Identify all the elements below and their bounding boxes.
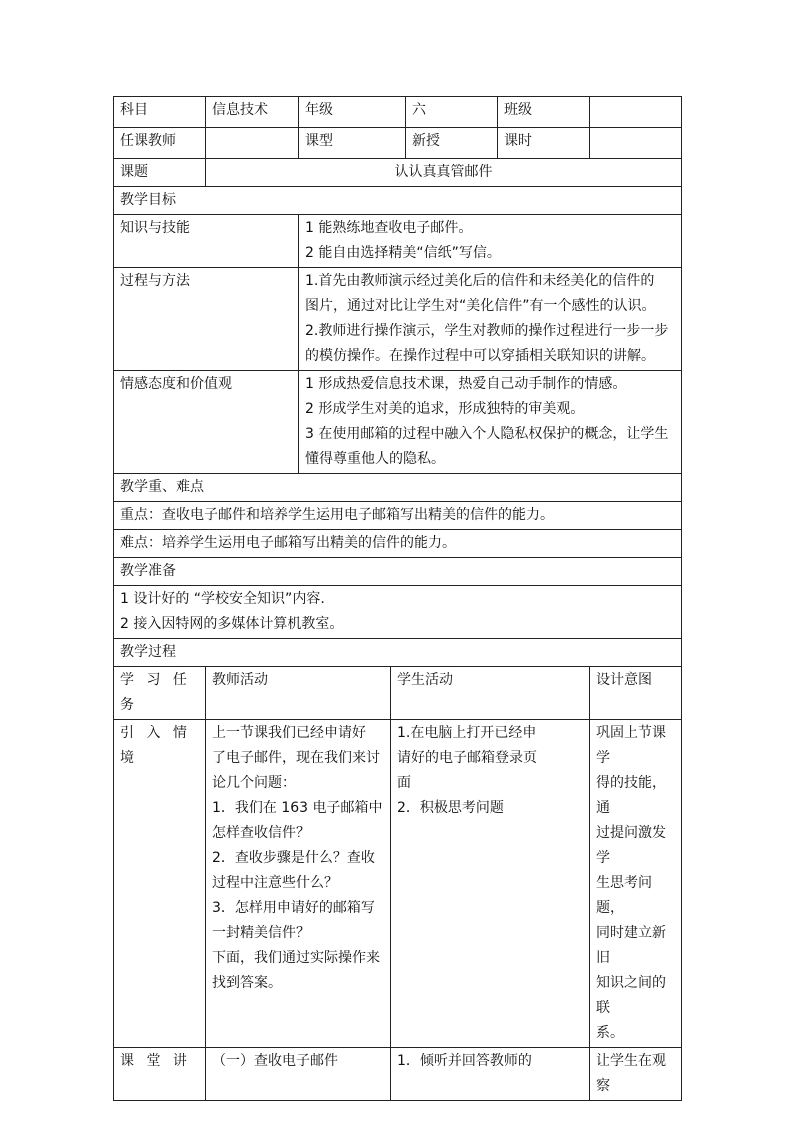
teacher-activity-line: 上一节课我们已经申请好 — [212, 725, 366, 741]
process-method-line: 1.首先由教师演示经过美化后的信件和未经美化的信件的 — [305, 273, 655, 289]
teacher-activity-line: 一封精美信件？ — [212, 925, 310, 941]
emotion-label: 情感态度和价值观 — [114, 371, 299, 474]
column-header-intent: 设计意图 — [590, 667, 682, 720]
column-header-teacher: 教师活动 — [206, 667, 391, 720]
knowledge-content — [299, 215, 682, 268]
student-activity-line: 1.在电脑上打开已经申 — [397, 725, 537, 741]
design-intent-line: 巩固上节课学 — [596, 725, 666, 766]
student-activity-line: 请好的电子邮箱登录页 — [397, 750, 537, 766]
emotion-line: 懂得尊重他人的隐私。 — [305, 451, 445, 467]
knowledge-label: 知识与技能 — [114, 215, 299, 268]
process-heading: 教学过程 — [114, 639, 682, 667]
teacher-activity-line: 下面，我们通过实际操作来 — [212, 950, 380, 966]
emotion-row — [114, 371, 682, 474]
objectives-heading: 教学目标 — [114, 187, 682, 215]
preparation-heading: 教学准备 — [114, 558, 682, 586]
header-row-1 — [114, 97, 682, 128]
preparation-line: 2 接入因特网的多媒体计算机教室。 — [120, 616, 344, 632]
process-method-line: 的模仿操作。在操作过程中可以穿插相关联知识的讲解。 — [305, 348, 655, 364]
intro-student-activity — [391, 720, 590, 1048]
design-intent-line: 同时建立新旧 — [596, 925, 666, 966]
lecture-student-activity — [391, 1048, 590, 1101]
process-row-lecture — [114, 1048, 682, 1101]
key-point-row — [114, 502, 682, 530]
lesson-plan-page — [113, 96, 681, 1101]
column-header-student: 学生活动 — [391, 667, 590, 720]
lesson-plan-table — [113, 96, 682, 1101]
knowledge-line: 1 能熟练地查收电子邮件。 — [305, 220, 473, 236]
teacher-label: 任课教师 — [114, 128, 206, 159]
process-heading-row — [114, 639, 682, 667]
difficult-point-text: 难点：培养学生运用电子邮箱写出精美的信件的能力。 — [114, 530, 682, 558]
period-value — [590, 128, 682, 159]
process-method-line: 2.教师进行操作演示，学生对教师的操作过程进行一步一步 — [305, 323, 669, 339]
design-intent-line: 系。 — [596, 1025, 624, 1041]
header-row-2 — [114, 128, 682, 159]
period-label: 课时 — [498, 128, 590, 159]
design-intent-line: 生思考问题， — [596, 875, 652, 916]
teacher-activity-line: 找到答案。 — [212, 975, 282, 991]
topic-row — [114, 159, 682, 187]
teacher-activity-line: 过程中注意些什么？ — [212, 875, 338, 891]
knowledge-line: 2 能自由选择精美“信纸”写信。 — [305, 245, 501, 261]
preparation-heading-row — [114, 558, 682, 586]
process-method-line: 图片，通过对比让学生对“美化信件”有一个感性的认识。 — [305, 298, 656, 314]
topic-value: 认认真真管邮件 — [206, 159, 682, 187]
key-points-heading: 教学重、难点 — [114, 474, 682, 502]
preparation-line: 1 设计好的 “学校安全知识”内容. — [120, 591, 325, 607]
process-method-content — [299, 268, 682, 371]
key-point-text: 重点：查收电子邮件和培养学生运用电子邮箱写出精美的信件的能力。 — [114, 502, 682, 530]
emotion-line: 1 形成热爱信息技术课，热爱自己动手制作的情感。 — [305, 376, 627, 392]
intro-design-intent — [590, 720, 682, 1048]
intro-task: 引 入 情 境 — [114, 720, 206, 1048]
student-activity-line: 2．积极思考问题 — [397, 800, 504, 816]
teacher-activity-line: 1．我们在 163 电子邮箱中 — [212, 800, 383, 816]
emotion-line: 3 在使用邮箱的过程中融入个人隐私权保护的概念，让学生 — [305, 426, 669, 442]
teacher-activity-line: 怎样查收信件？ — [212, 825, 310, 841]
design-intent-line: 得的技能，通 — [596, 775, 666, 816]
column-header-task: 学 习 任 务 — [114, 667, 206, 720]
process-row-intro — [114, 720, 682, 1048]
emotion-line: 2 形成学生对美的追求，形成独特的审美观。 — [305, 401, 585, 417]
preparation-content — [114, 586, 682, 639]
teacher-activity-line: （一）查收电子邮件 — [212, 1053, 338, 1069]
lecture-design-intent — [590, 1048, 682, 1101]
student-activity-line: 1．倾听并回答教师的 — [397, 1053, 532, 1069]
topic-label: 课题 — [114, 159, 206, 187]
objectives-heading-row — [114, 187, 682, 215]
class-value — [590, 97, 682, 128]
class-label: 班级 — [498, 97, 590, 128]
difficult-point-row — [114, 530, 682, 558]
student-activity-line: 面 — [397, 775, 411, 791]
emotion-content — [299, 371, 682, 474]
teacher-activity-line: 3．怎样用申请好的邮箱写 — [212, 900, 375, 916]
process-method-label: 过程与方法 — [114, 268, 299, 371]
teacher-activity-line: 论几个问题： — [212, 775, 296, 791]
preparation-row — [114, 586, 682, 639]
lecture-task: 课 堂 讲 — [114, 1048, 206, 1101]
knowledge-row — [114, 215, 682, 268]
subject-value: 信息技术 — [206, 97, 299, 128]
design-intent-line: 过提问激发学 — [596, 825, 666, 866]
teacher-value — [206, 128, 299, 159]
type-value: 新授 — [406, 128, 498, 159]
design-intent-line: 知识之间的联 — [596, 975, 666, 1016]
subject-label: 科目 — [114, 97, 206, 128]
key-points-heading-row — [114, 474, 682, 502]
intro-teacher-activity — [206, 720, 391, 1048]
type-label: 课型 — [299, 128, 406, 159]
grade-label: 年级 — [299, 97, 406, 128]
grade-value: 六 — [406, 97, 498, 128]
lecture-teacher-activity — [206, 1048, 391, 1101]
teacher-activity-line: 2．查收步骤是什么？查收 — [212, 850, 375, 866]
teacher-activity-line: 了电子邮件，现在我们来讨 — [212, 750, 380, 766]
process-column-header-row — [114, 667, 682, 720]
design-intent-line: 让学生在观察 — [596, 1053, 666, 1094]
process-method-row — [114, 268, 682, 371]
